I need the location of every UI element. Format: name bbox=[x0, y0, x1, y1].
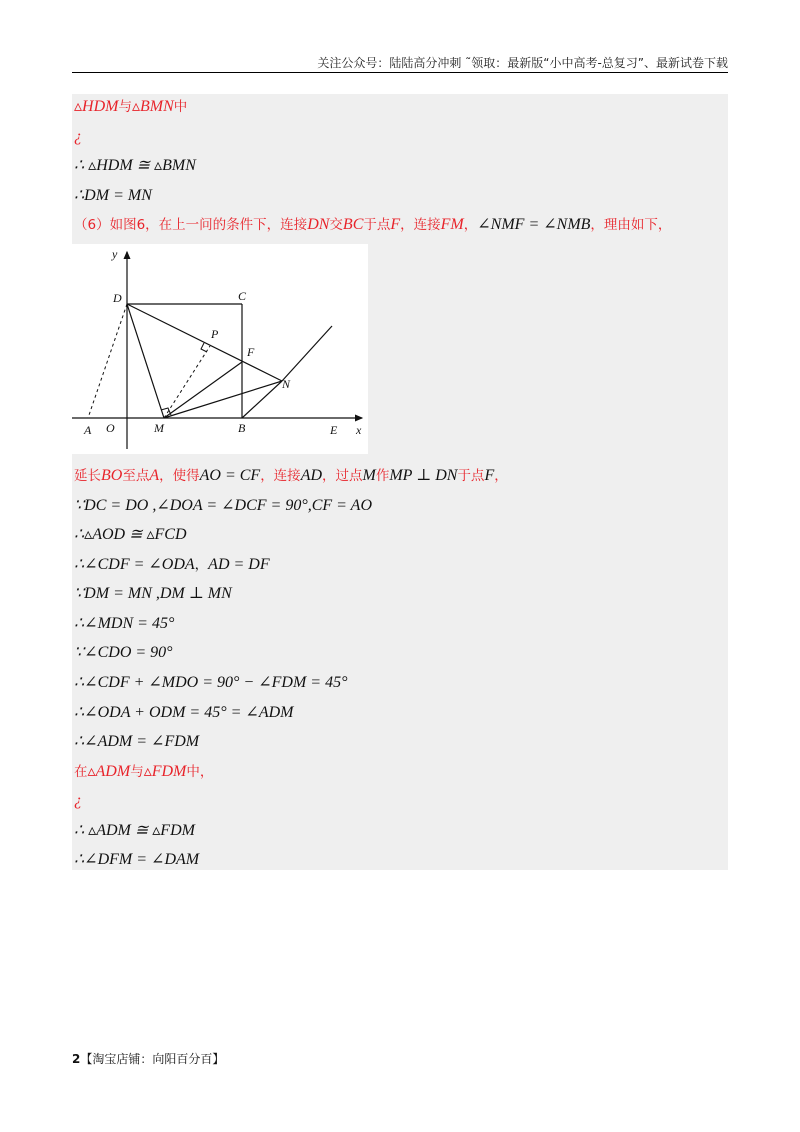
stmt-9a: ∴∠CDF = ∠ODA bbox=[74, 556, 195, 573]
q6-text-4: ，连接 bbox=[400, 217, 441, 233]
stmt-19: ∴∠DFM = ∠DAM bbox=[74, 851, 200, 868]
c-comma: ， bbox=[494, 468, 508, 484]
label-m: M bbox=[154, 421, 164, 435]
q6-fm: FM bbox=[440, 216, 464, 233]
proof-line-15 bbox=[74, 730, 199, 752]
proof-line-11 bbox=[74, 612, 174, 634]
c-m: M bbox=[362, 467, 376, 484]
triangle-fdm: ▵FDM bbox=[143, 763, 187, 780]
label-y: y bbox=[112, 247, 118, 261]
proof-line-13 bbox=[74, 671, 347, 693]
c-bo: BO bbox=[101, 467, 123, 484]
c-text-5: ，过点 bbox=[322, 468, 363, 484]
q6-text-2: 交 bbox=[329, 217, 343, 233]
proof-line-4 bbox=[74, 184, 152, 206]
proof-line-7 bbox=[74, 494, 372, 516]
segment-mf bbox=[164, 362, 242, 418]
c-text-7: 于点 bbox=[457, 468, 485, 484]
header-rule bbox=[72, 72, 728, 73]
segment-mn bbox=[164, 381, 282, 418]
q6-dn: DN bbox=[307, 216, 330, 233]
geometry-diagram bbox=[72, 244, 368, 454]
proof-line-8 bbox=[74, 523, 187, 545]
page-footer bbox=[72, 1050, 224, 1068]
stmt-15: ∴∠ADM = ∠FDM bbox=[74, 733, 200, 750]
label-e: E bbox=[330, 423, 338, 437]
segment-bn bbox=[242, 381, 282, 418]
text-zai: 在 bbox=[74, 764, 88, 780]
page-number: 2 bbox=[72, 1052, 81, 1066]
c-text-6: 作 bbox=[375, 468, 390, 484]
stmt-9b: AD = DF bbox=[208, 556, 270, 573]
brace-placeholder-2: ¿ bbox=[74, 792, 82, 809]
q6-bc: BC bbox=[342, 216, 364, 233]
text-in: 中 bbox=[173, 99, 188, 115]
page-header: 关注公众号：陆陆高分冲刺 ˜领取：最新版“小中高考-总复习”、最新试卷下载 bbox=[317, 56, 728, 70]
c-ao-cf: AO = CF bbox=[199, 467, 261, 484]
question-6-line bbox=[74, 213, 671, 235]
segment-dm bbox=[127, 304, 164, 418]
label-f: F bbox=[247, 345, 255, 359]
c-a: A bbox=[149, 467, 160, 484]
q6-comma: ， bbox=[463, 217, 478, 233]
segment-da-dashed bbox=[88, 304, 127, 418]
segment-dn bbox=[127, 304, 282, 381]
proof-line-12 bbox=[74, 641, 173, 663]
proof-line-1 bbox=[74, 95, 187, 117]
equality-statement: ∴DM = MN bbox=[74, 187, 152, 204]
stmt-12: ∵∠CDO = 90° bbox=[74, 644, 173, 661]
proof-line-19 bbox=[74, 848, 199, 870]
c-text-4: ，连接 bbox=[260, 468, 301, 484]
stmt-18: ∴ ▵ADM ≅ ▵FDM bbox=[74, 822, 195, 839]
figure-6 bbox=[72, 244, 368, 454]
proof-line-10 bbox=[74, 582, 232, 604]
proof-line-14 bbox=[74, 701, 293, 723]
label-d: D bbox=[113, 291, 122, 305]
q6-f: F bbox=[390, 216, 401, 233]
label-a: A bbox=[84, 423, 92, 437]
label-x: x bbox=[356, 423, 362, 437]
label-b: B bbox=[238, 421, 246, 435]
proof-line-17 bbox=[74, 789, 82, 811]
label-o: O bbox=[106, 421, 115, 435]
footer-text: 【淘宝店铺：向阳百分百】 bbox=[80, 1052, 225, 1066]
c-ad: AD bbox=[300, 467, 323, 484]
text-and: 与 bbox=[118, 99, 132, 115]
stmt-10: ∵DM = MN ,DM ⊥ MN bbox=[74, 585, 232, 602]
stmt-7: ∵DC = DO ,∠DOA = ∠DCF = 90°,CF = AO bbox=[74, 497, 372, 514]
q6-text-1: （6）如图6，在上一问的条件下，连接 bbox=[74, 217, 308, 233]
brace-placeholder: ¿ bbox=[74, 128, 82, 145]
proof-line-16 bbox=[74, 760, 213, 782]
label-n: N bbox=[282, 377, 291, 391]
segment-mp-dashed bbox=[164, 346, 210, 418]
stmt-13: ∴∠CDF + ∠MDO = 90° − ∠FDM = 45° bbox=[74, 674, 348, 691]
triangle-hdm: ▵HDM bbox=[74, 98, 119, 115]
q6-text-3: 于点 bbox=[363, 217, 391, 233]
c-mp-dn: MP ⊥ DN bbox=[389, 467, 458, 484]
c-f: F bbox=[484, 467, 495, 484]
q6-angle-eq: ∠NMF = ∠NMB bbox=[477, 216, 591, 233]
c-text-2: 至点 bbox=[122, 468, 150, 484]
text-in-2: 中， bbox=[186, 764, 214, 780]
q6-text-5: ，理由如下， bbox=[590, 217, 672, 233]
proof-line-18 bbox=[74, 819, 195, 841]
triangle-adm: ▵ADM bbox=[87, 763, 131, 780]
c-text-1: 延长 bbox=[74, 468, 101, 484]
label-c: C bbox=[238, 289, 247, 303]
congruence-statement: ∴ ▵HDM ≅ ▵BMN bbox=[74, 157, 196, 174]
ray-bn-extension bbox=[282, 326, 332, 381]
proof-line-3 bbox=[74, 154, 196, 176]
right-angle-p bbox=[201, 343, 207, 352]
stmt-8: ∴▵AOD ≅ ▵FCD bbox=[74, 526, 187, 543]
stmt-14: ∴∠ODA + ODM = 45° = ∠ADM bbox=[74, 704, 294, 721]
stmt-11: ∴∠MDN = 45° bbox=[74, 615, 175, 632]
text-and-2: 与 bbox=[130, 764, 144, 780]
proof-line-2 bbox=[74, 125, 82, 147]
stmt-9-comma: ， bbox=[194, 557, 209, 573]
label-p: P bbox=[211, 327, 219, 341]
construction-line bbox=[74, 464, 508, 486]
triangle-bmn: ▵BMN bbox=[131, 98, 174, 115]
c-text-3: ，使得 bbox=[159, 468, 200, 484]
proof-line-9 bbox=[74, 553, 270, 575]
